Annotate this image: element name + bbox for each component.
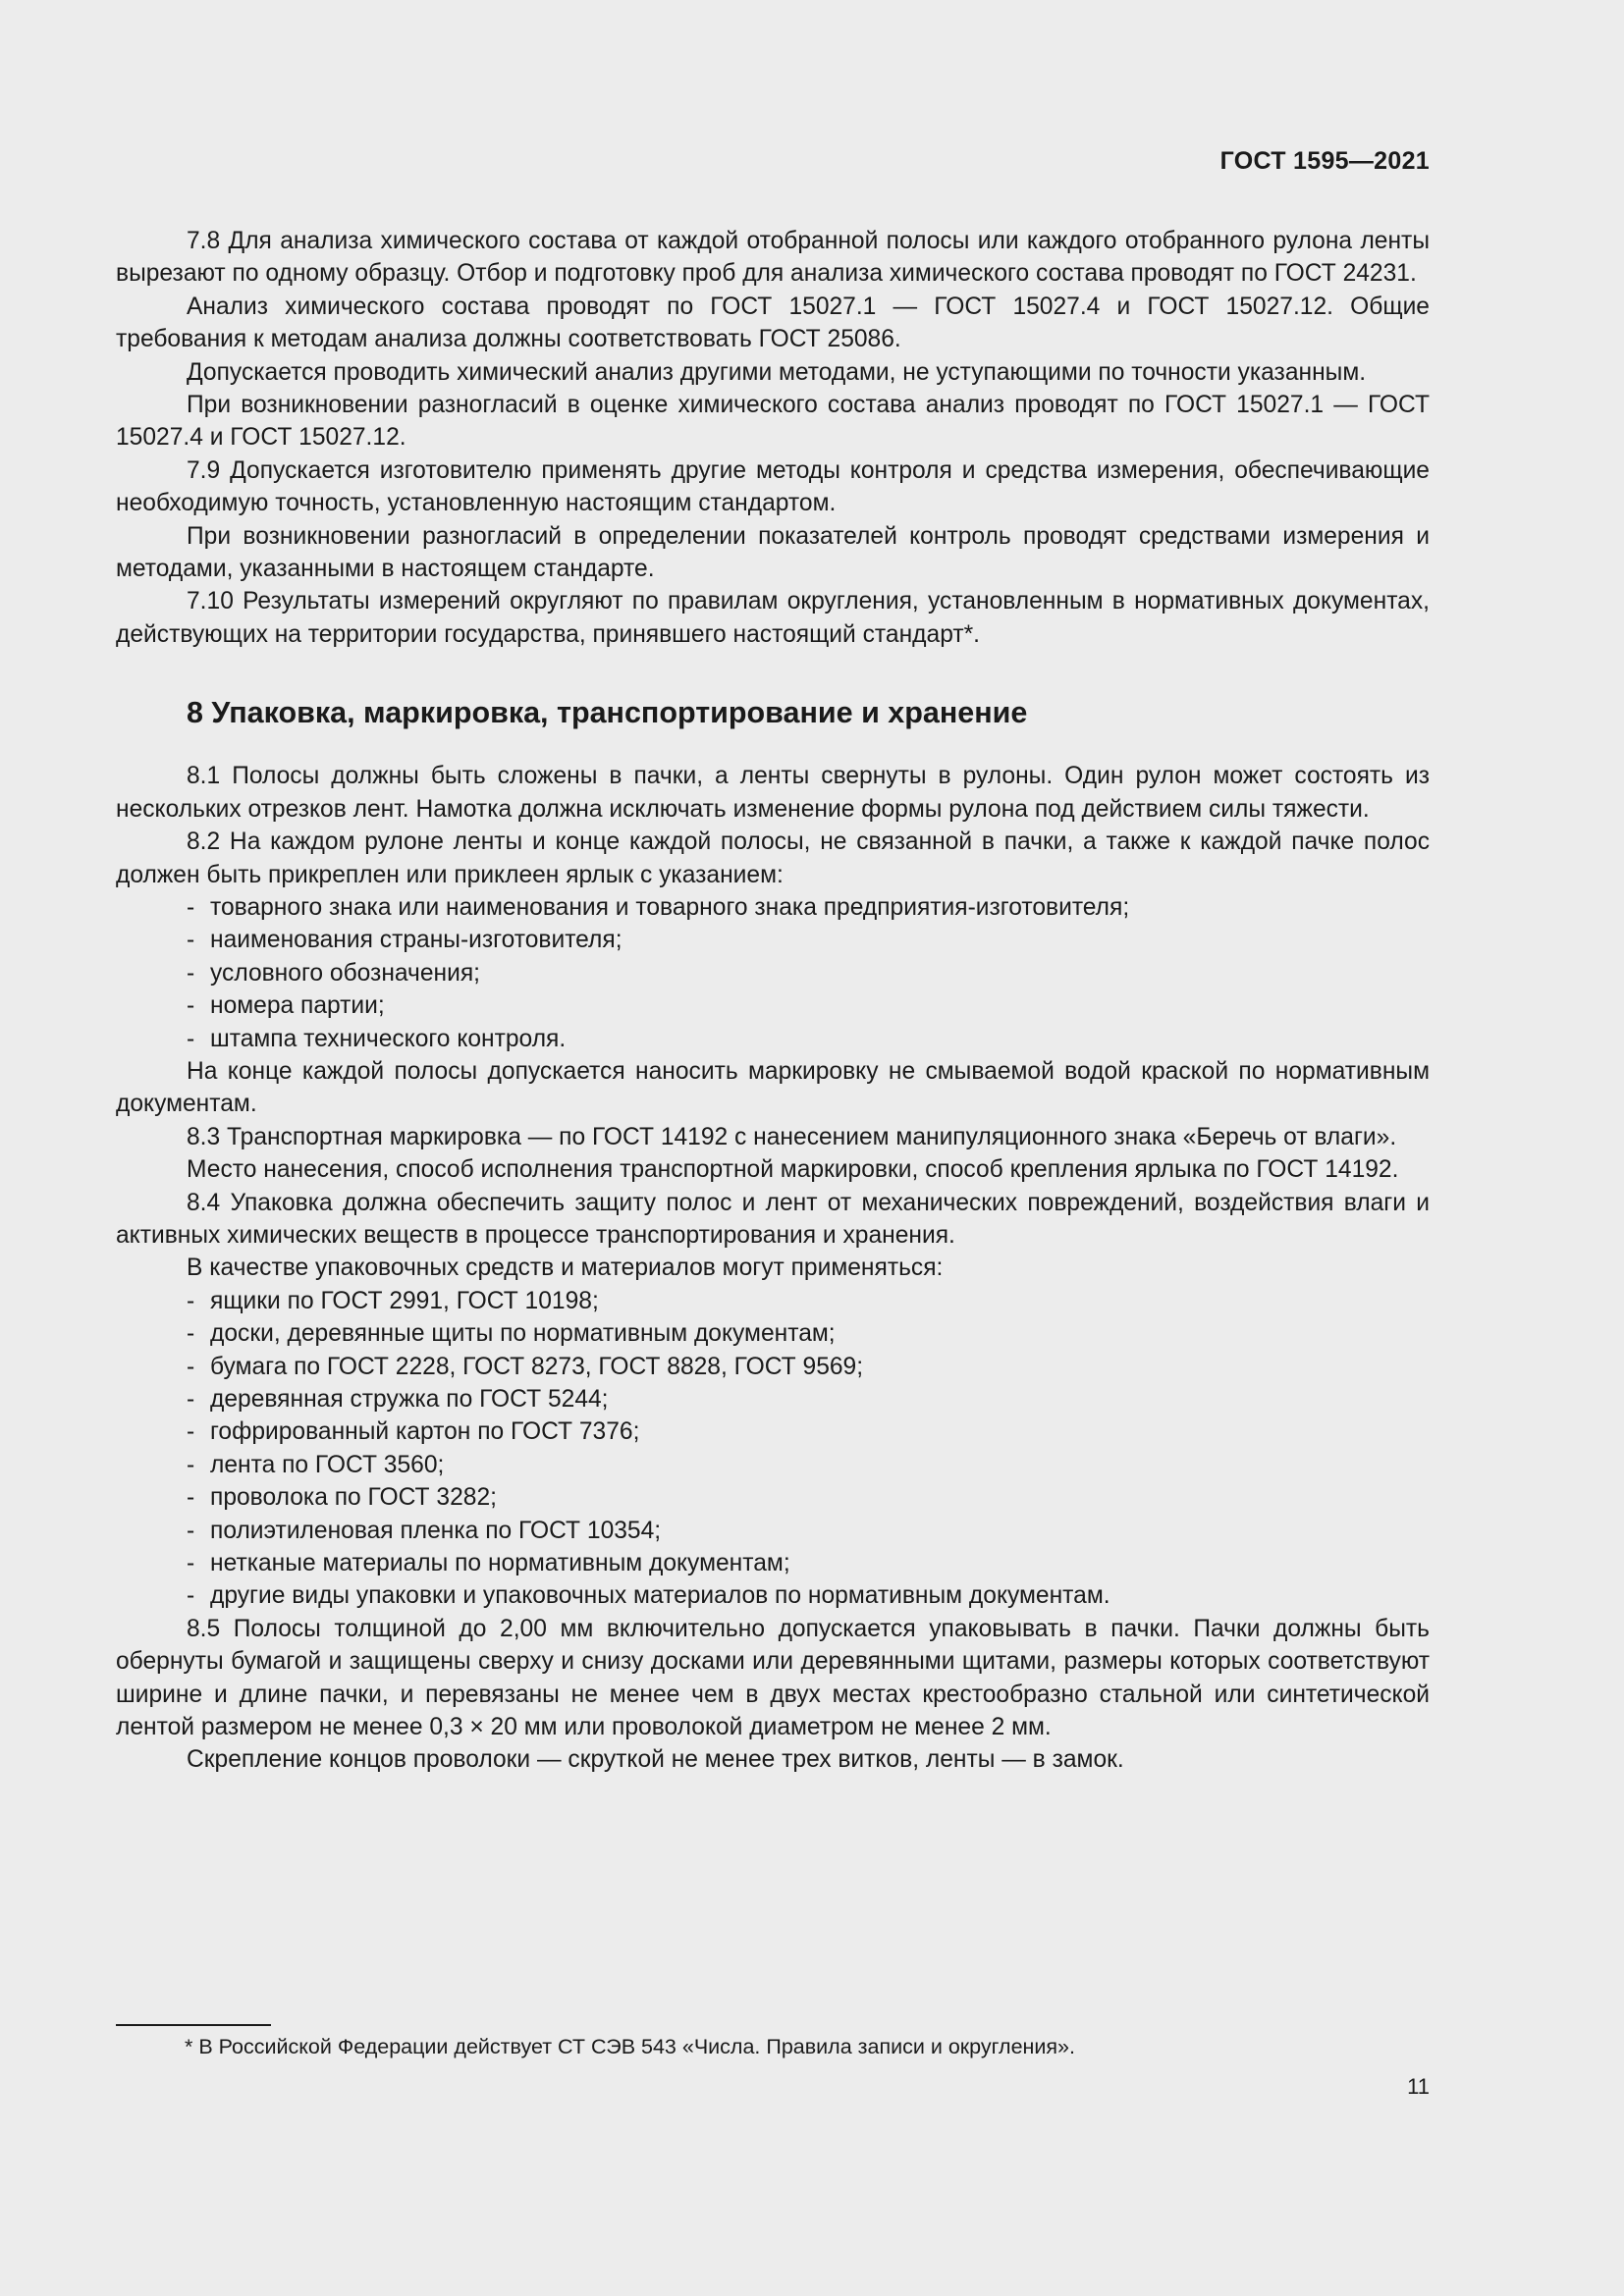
document-page (116, 0, 1430, 2296)
list-item: - бумага по ГОСТ 2228, ГОСТ 8273, ГОСТ 8828, ГОСТ 9569; (116, 1351, 1430, 1383)
list-dash: - (187, 1320, 195, 1348)
list-item: - нетканые материалы по нормативным документам; (116, 1547, 1430, 1579)
document-body (116, 225, 1430, 1777)
list-dash: - (187, 893, 195, 921)
list-item: - другие виды упаковки и упаковочных материалов по нормативным документам. (116, 1579, 1430, 1612)
list-dash: - (187, 1550, 195, 1577)
footnote: * В Российской Федерации действует СТ СЭВ 543 «Числа. Правила записи и округления». (185, 2035, 1075, 2058)
paragraph-8-4: 8.4 Упаковка должна обеспечить защиту полос и лент от механических повреждений, воздействия влаги и активных химических веществ в процессе транспортирования и хранения. (116, 1189, 1430, 1249)
paragraph-8-3: 8.3 Транспортная маркировка — по ГОСТ 14192 с нанесением манипуляционного знака «Беречь от влаги». (187, 1123, 1397, 1150)
paragraph-8-2-marking: На конце каждой полосы допускается наносить маркировку не смываемой водой краской по нормативным документам. (116, 1057, 1430, 1118)
label-info-list (116, 891, 1430, 1055)
paragraph-7-10: 7.10 Результаты измерений округляют по правилам округления, установленным в нормативных документах, действующих на территории государства, принявшего настоящий стандарт*. (116, 588, 1430, 648)
list-item: - условного обозначения; (116, 957, 1430, 989)
paragraph-8-3-placement: Место нанесения, способ исполнения транспортной маркировки, способ крепления ярлыка по ГОСТ 14192. (187, 1156, 1399, 1184)
list-item: - номера партии; (116, 989, 1430, 1022)
packing-materials-list (116, 1285, 1430, 1613)
list-dash: - (187, 1484, 195, 1512)
paragraph-7-8-other-methods: Допускается проводить химический анализ другими методами, не уступающими по точности указанным. (187, 358, 1367, 386)
list-dash: - (187, 1451, 195, 1478)
list-dash: - (187, 1386, 195, 1413)
list-item: - лента по ГОСТ 3560; (116, 1449, 1430, 1481)
list-item: - доски, деревянные щиты по нормативным документам; (116, 1317, 1430, 1350)
paragraph-7-8: 7.8 Для анализа химического состава от каждой отобранной полосы или каждого отобранного рулона ленты вырезают по одному образцу. Отбор и подготовку проб для анализа химического состава проводят по ГОСТ 24231. (116, 228, 1430, 288)
list-item: - штампа технического контроля. (116, 1023, 1430, 1055)
paragraph-7-8-disagreement: При возникновении разногласий в оценке химического состава анализ проводят по ГОСТ 15027.1 — ГОСТ 15027.4 и ГОСТ 15027.12. (116, 392, 1430, 452)
page-number: 11 (1407, 2074, 1430, 2099)
paragraph-8-4-materials: В качестве упаковочных средств и материалов могут применяться: (187, 1255, 944, 1282)
document-header: ГОСТ 1595—2021 (1219, 147, 1430, 175)
paragraph-8-5: 8.5 Полосы толщиной до 2,00 мм включительно допускается упаковывать в пачки. Пачки должны быть обернуты бумагой и защищены сверху и снизу досками или деревянными щитами, размеры которых соответствуют ширине и длине пачки, и перевязаны не менее чем в двух местах крестообразно стальной или синтетической лентой размером не менее 0,3 × 20 мм или проволокой диаметром не менее 2 мм. (116, 1615, 1430, 1741)
list-item: - гофрированный картон по ГОСТ 7376; (116, 1415, 1430, 1448)
paragraph-7-9-disagreement: При возникновении разногласий в определении показателей контроль проводят средствами измерения и методами, указанными в настоящем стандарте. (116, 522, 1430, 583)
list-dash: - (187, 959, 195, 987)
list-dash: - (187, 1418, 195, 1446)
list-dash: - (187, 1287, 195, 1314)
list-dash: - (187, 1517, 195, 1544)
list-item: - деревянная стружка по ГОСТ 5244; (116, 1383, 1430, 1415)
section-8-title: 8 Упаковка, маркировка, транспортирование и хранение (187, 696, 1028, 730)
list-dash: - (187, 927, 195, 954)
list-dash: - (187, 1582, 195, 1610)
paragraph-8-5-fastening: Скрепление концов проволоки — скруткой не менее трех витков, ленты — в замок. (187, 1746, 1124, 1774)
paragraph-7-9: 7.9 Допускается изготовителю применять другие методы контроля и средства измерения, обеспечивающие необходимую точность, установленную настоящим стандартом. (116, 456, 1430, 517)
list-dash: - (187, 1353, 195, 1380)
list-item: - полиэтиленовая пленка по ГОСТ 10354; (116, 1515, 1430, 1547)
list-item: - ящики по ГОСТ 2991, ГОСТ 10198; (116, 1285, 1430, 1317)
paragraph-8-2: 8.2 На каждом рулоне ленты и конце каждой полосы, не связанной в пачки, а также к каждой пачке полос должен быть прикреплен или приклеен ярлык с указанием: (116, 828, 1430, 888)
list-item: - проволока по ГОСТ 3282; (116, 1481, 1430, 1514)
paragraph-8-1: 8.1 Полосы должны быть сложены в пачки, а ленты свернуты в рулоны. Один рулон может состоять из нескольких отрезков лент. Намотка должна исключать изменение формы рулона под действием силы тяжести. (116, 763, 1430, 823)
list-item: - товарного знака или наименования и товарного знака предприятия-изготовителя; (116, 891, 1430, 924)
paragraph-7-8-analysis: Анализ химического состава проводят по ГОСТ 15027.1 — ГОСТ 15027.4 и ГОСТ 15027.12. Общие требования к методам анализа должны соответствовать ГОСТ 25086. (116, 293, 1430, 353)
list-dash: - (187, 1025, 195, 1052)
list-item: - наименования страны-изготовителя; (116, 924, 1430, 956)
list-dash: - (187, 992, 195, 1020)
footnote-divider (116, 2024, 271, 2026)
